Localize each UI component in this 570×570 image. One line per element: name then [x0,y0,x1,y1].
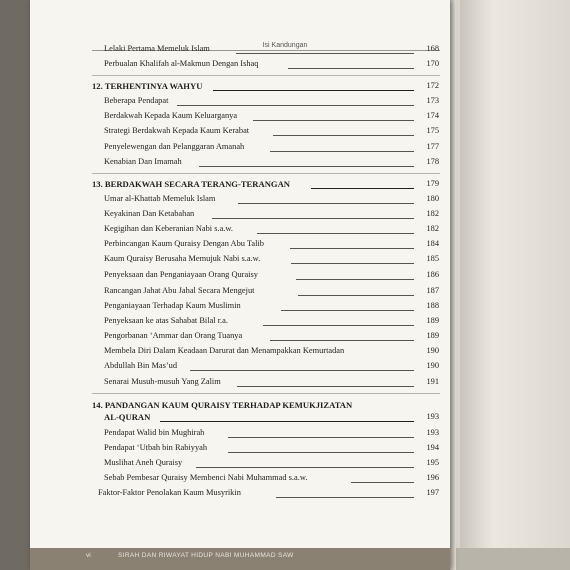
toc-page: 172 [426,81,439,90]
toc-entry: Strategi Berdakwah Kepada Kaum Kerabat 175 [104,126,439,135]
toc-entry: Perbualan Khalifah al-Makmun Dengan Ishaq 170 [104,59,439,68]
toc-page: 193 [426,412,439,421]
toc-page: 190 [426,361,439,370]
leader-rule [190,370,414,371]
section-separator [92,393,440,394]
leader-rule [270,151,414,152]
toc-page: 179 [426,179,439,188]
toc-page: 193 [426,428,439,437]
toc-entry: Kenabian Dan Imamah 178 [104,157,439,166]
toc-entry: Umar al-Khattab Memeluk Islam 180 [104,194,439,203]
leader-rule [288,68,414,69]
leader-rule [177,105,414,106]
toc-section: 12. TERHENTINYA WAHYU 172 [92,81,439,91]
toc-page: 188 [426,301,439,310]
leader-rule [281,310,414,311]
toc-entry: Pendapat ‘Utbah bin Rabiyyah 194 [104,443,439,452]
toc-page: 186 [426,270,439,279]
leader-rule [263,325,414,326]
book-title: SIRAH DAN RIWAYAT HIDUP NABI MUHAMMAD SAW [118,552,294,559]
toc-entry: Kegigihan dan Keberanian Nabi s.a.w. 182 [104,224,439,233]
leader-rule [213,90,414,91]
leader-rule [199,166,414,167]
leader-rule [238,203,414,204]
toc-page: 194 [426,443,439,452]
toc-page: 177 [426,142,439,151]
toc-page: 170 [426,59,439,68]
running-header: Isi Kandungan [262,42,308,49]
leader-rule [237,386,414,387]
toc-entry: Penyelewengan dan Pelanggaran Amanah 177 [104,142,439,151]
toc-page: 175 [426,126,439,135]
toc-page: 182 [426,224,439,233]
toc-entry: Perbincangan Kaum Quraisy Dengan Abu Talib 184 [104,239,439,248]
leader-rule [236,53,414,54]
toc-page: 191 [426,377,439,386]
toc-entry: Pendapat Walid bin Mughirah 193 [104,428,439,437]
toc-page: 190 [426,346,439,355]
toc-entry: Pengorbanan ‘Ammar dan Orang Tuanya 189 [104,331,439,340]
toc-page: 189 [426,316,439,325]
toc-section: AL-QURAN 193 [104,412,439,422]
leader-rule [276,497,414,498]
leader-rule [273,135,414,136]
toc-page: 195 [426,458,439,467]
toc-entry: Penyeksaan ke atas Sahabat Bilal r.a. 189 [104,316,439,325]
leader-rule [212,218,414,219]
toc-page: 185 [426,254,439,263]
toc-entry: Senarai Musuh-musuh Yang Zalim 191 [104,377,439,386]
leader-rule [291,263,414,264]
toc-entry: Kaum Quraisy Berusaha Memujuk Nabi s.a.w. 185 [104,254,439,263]
toc-page: 173 [426,96,439,105]
toc-section: 13. BERDAKWAH SECARA TERANG-TERANGAN 179 [92,179,439,189]
toc-page: 168 [426,44,439,53]
toc-entry: Lelaki Pertama Memeluk Islam 168 [104,44,439,53]
toc-page: 180 [426,194,439,203]
leader-rule [290,248,414,249]
page-number: vi [86,552,91,559]
toc-entry: Muslihat Aneh Quraisy 195 [104,458,439,467]
toc-entry: Penyeksaan dan Penganiayaan Orang Quraisy 186 [104,270,439,279]
leader-rule [160,421,414,422]
toc-page: 184 [426,239,439,248]
toc-page: 196 [426,473,439,482]
leader-rule [351,482,414,483]
leader-rule [311,188,414,189]
toc-page: 189 [426,331,439,340]
toc-entry: Penganiayaan Terhadap Kaum Muslimin 188 [104,301,439,310]
leader-rule [298,295,414,296]
leader-rule [228,437,414,438]
toc-entry: Sebab Pembesar Quraisy Membenci Nabi Muhammad s.a.w. 196 [104,473,439,482]
toc-page: 197 [426,488,439,497]
toc-section: 14. PANDANGAN KAUM QURAISY TERHADAP KEMUKJIZATAN [92,400,353,410]
toc-entry: Keyakinan Dan Ketabahan 182 [104,209,439,218]
leader-rule [228,452,414,453]
leader-rule [253,120,414,121]
leader-rule [257,233,414,234]
leader-rule [196,467,414,468]
leader-rule [296,279,414,280]
toc-page: 174 [426,111,439,120]
section-separator [92,75,440,76]
toc-entry: Membela Diri Dalam Keadaan Darurat dan Menampakkan Kemurtadan 190 [104,346,439,355]
toc-entry: Beberapa Pendapat 173 [104,96,439,105]
toc-page: 182 [426,209,439,218]
toc-page: 178 [426,157,439,166]
toc-entry: Rancangan Jahat Abu Jahal Secara Mengejut 187 [104,286,439,295]
leader-rule [270,340,414,341]
toc-page: 187 [426,286,439,295]
page-footer [30,548,450,570]
section-separator [92,173,440,174]
toc-entry: Faktor-Faktor Penolakan Kaum Musyrikin 197 [98,488,439,497]
toc-entry: Berdakwah Kepada Kaum Keluarganya 174 [104,111,439,120]
toc-entry: Abdullah Bin Mas’ud 190 [104,361,439,370]
